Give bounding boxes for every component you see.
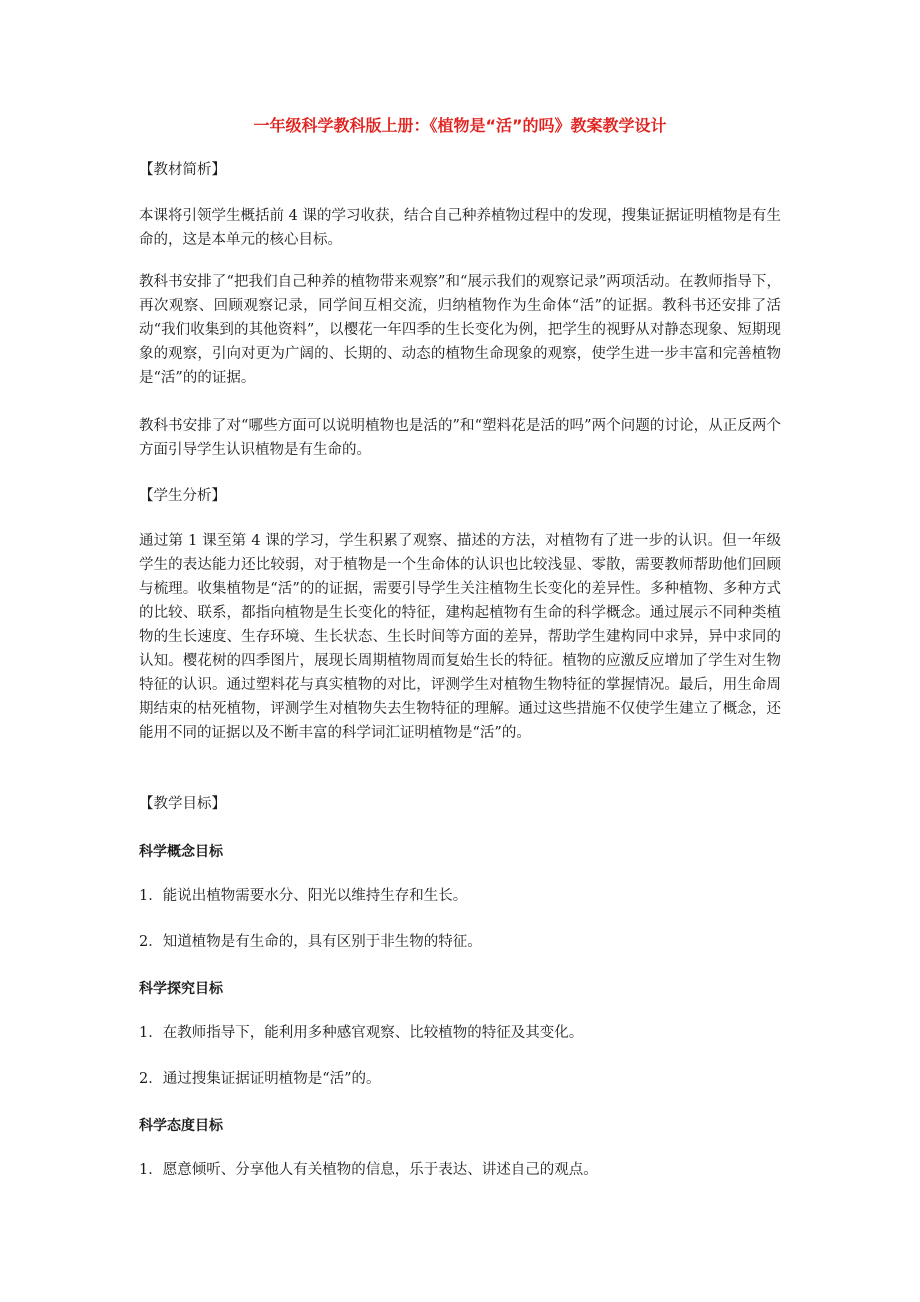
goal-inquiry-item: 2．通过搜集证据证明植物是“活”的。 <box>139 1071 381 1087</box>
goal-attitude-item: 1．愿意倾听、分享他人有关植物的信息，乐于表达、讲述自己的观点。 <box>139 1162 598 1178</box>
section-heading-students: 【学生分析】 <box>139 488 226 504</box>
goal-concept-title: 科学概念目标 <box>139 844 223 860</box>
section-heading-textbook: 【教材简析】 <box>139 162 226 178</box>
goal-inquiry-item: 1．在教师指导下，能利用多种感官观察、比较植物的特征及其变化。 <box>139 1025 584 1041</box>
students-paragraph: 通过第 1 课至第 4 课的学习，学生积累了观察、描述的方法，对植物有了进一步的认识。但一年级学生的表达能力还比较弱，对于植物是一个生命体的认识也比较浅显、零散，需要教师帮助他们回顾与梳理。收集植物是“活”的的证据，需要引导学生关注植物生长变化的差异性。多种植物、多种方式的比较、联系，都指向植物是生长变化的特征，建构起植物有生命的科学概念。通过展示不同种类植物的生长速度、生存环境、生长状态、生长时间等方面的差异，帮助学生建构同中求异，异中求同的认知。樱花树的四季图片，展现长周期植物周而复始生长的特征。植物的应激反应增加了学生对生物特征的认识。通过塑料花与真实植物的对比，评测学生对植物生物特征的掌握情况。最后，用生命周期结束的枯死植物，评测学生对植物失去生物特征的理解。通过这些措施不仅使学生建立了概念，还能用不同的证据以及不断丰富的科学词汇证明植物是“活”的。 <box>139 533 781 741</box>
goal-inquiry-title: 科学探究目标 <box>139 981 223 997</box>
document-title: 一年级科学教科版上册：《植物是“活”的吗》教案教学设计 <box>253 116 667 135</box>
goal-concept-item: 1．能说出植物需要水分、阳光以维持生存和生长。 <box>139 888 468 904</box>
section-heading-goals: 【教学目标】 <box>139 796 226 812</box>
textbook-paragraph-2: 教科书安排了“把我们自己种养的植物带来观察”和“展示我们的观察记录”两项活动。在教师指导下，再次观察、回顾观察记录，同学间互相交流，归纳植物作为生命体“活”的证据。教科书还安排了活动“我们收集到的其他资料”，以樱花一年四季的生长变化为例，把学生的视野从对静态现象、短期现象的观察，引向对更为广阔的、长期的、动态的植物生命现象的观察，使学生进一步丰富和完善植物是“活”的的证据。 <box>139 274 781 386</box>
textbook-paragraph-1: 本课将引领学生概括前 4 课的学习收获，结合自己种养植物过程中的发现，搜集证据证明植物是有生命的，这是本单元的核心目标。 <box>139 208 781 248</box>
goal-attitude-title: 科学态度目标 <box>139 1118 223 1134</box>
goal-concept-item: 2．知道植物是有生命的，具有区别于非生物的特征。 <box>139 934 482 950</box>
textbook-paragraph-3: 教科书安排了对“哪些方面可以说明植物也是活的”和“塑料花是活的吗”两个问题的讨论，从正反两个方面引导学生认识植物是有生命的。 <box>139 418 781 458</box>
